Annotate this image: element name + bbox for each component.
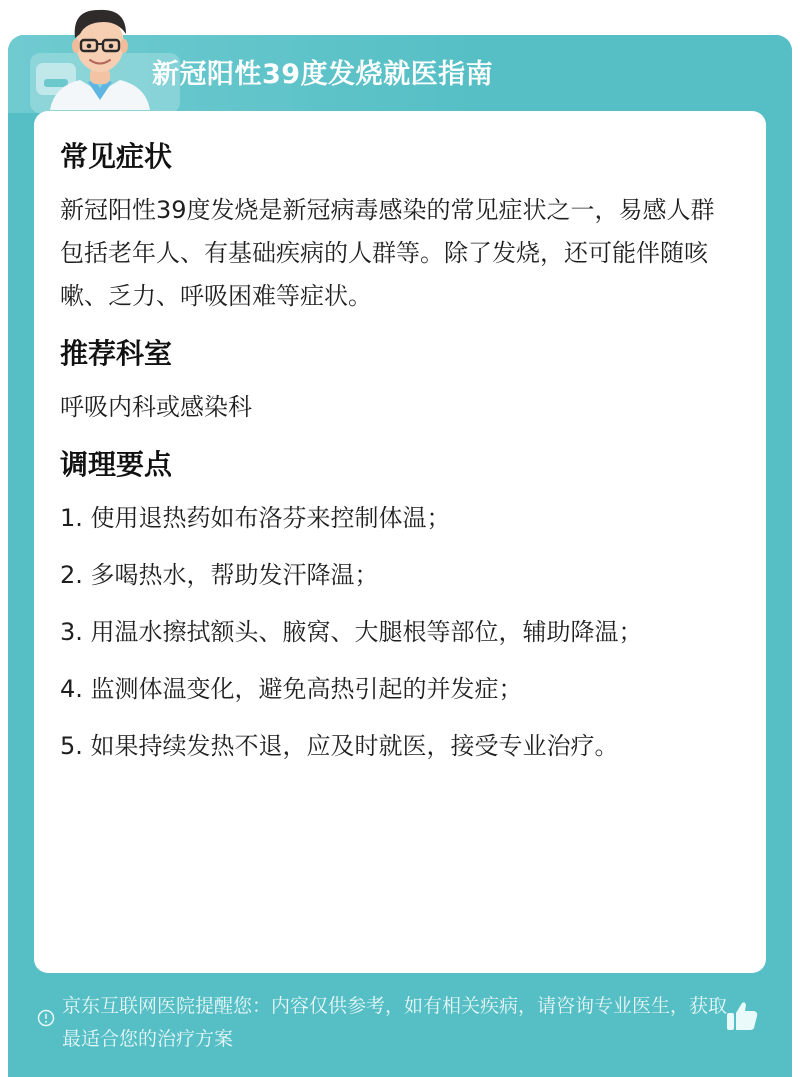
doctor-avatar	[40, 0, 160, 110]
info-icon	[37, 1009, 55, 1027]
section-title-department: 推荐科室	[60, 337, 173, 370]
thumbs-up-icon[interactable]	[724, 998, 760, 1034]
department-text: 呼吸内科或感染科	[60, 393, 252, 421]
list-item: 3. 用温水擦拭额头、腋窝、大腿根等部位，辅助降温；	[60, 618, 643, 646]
section-title-symptoms: 常见症状	[60, 140, 173, 173]
list-item: 1. 使用退热药如布洛芬来控制体温；	[60, 504, 451, 532]
section-title-care: 调理要点	[60, 448, 173, 481]
disclaimer-text: 京东互联网医院提醒您：内容仅供参考，如有相关疾病，请咨询专业医生，获取最适合您的治疗方案	[62, 995, 728, 1050]
list-item: 2. 多喝热水，帮助发汗降温；	[60, 561, 379, 589]
list-item: 5. 如果持续发热不退，应及时就医，接受专业治疗。	[60, 732, 619, 760]
list-item: 4. 监测体温变化，避免高热引起的并发症；	[60, 675, 523, 703]
content-body	[60, 135, 732, 782]
content-card	[34, 111, 766, 973]
page-title: 新冠阳性39度发烧就医指南	[152, 59, 494, 90]
symptoms-text: 新冠阳性39度发烧是新冠病毒感染的常见症状之一，易感人群包括老年人、有基础疾病的人群等。除了发烧，还可能伴随咳嗽、乏力、呼吸困难等症状。	[60, 196, 715, 310]
